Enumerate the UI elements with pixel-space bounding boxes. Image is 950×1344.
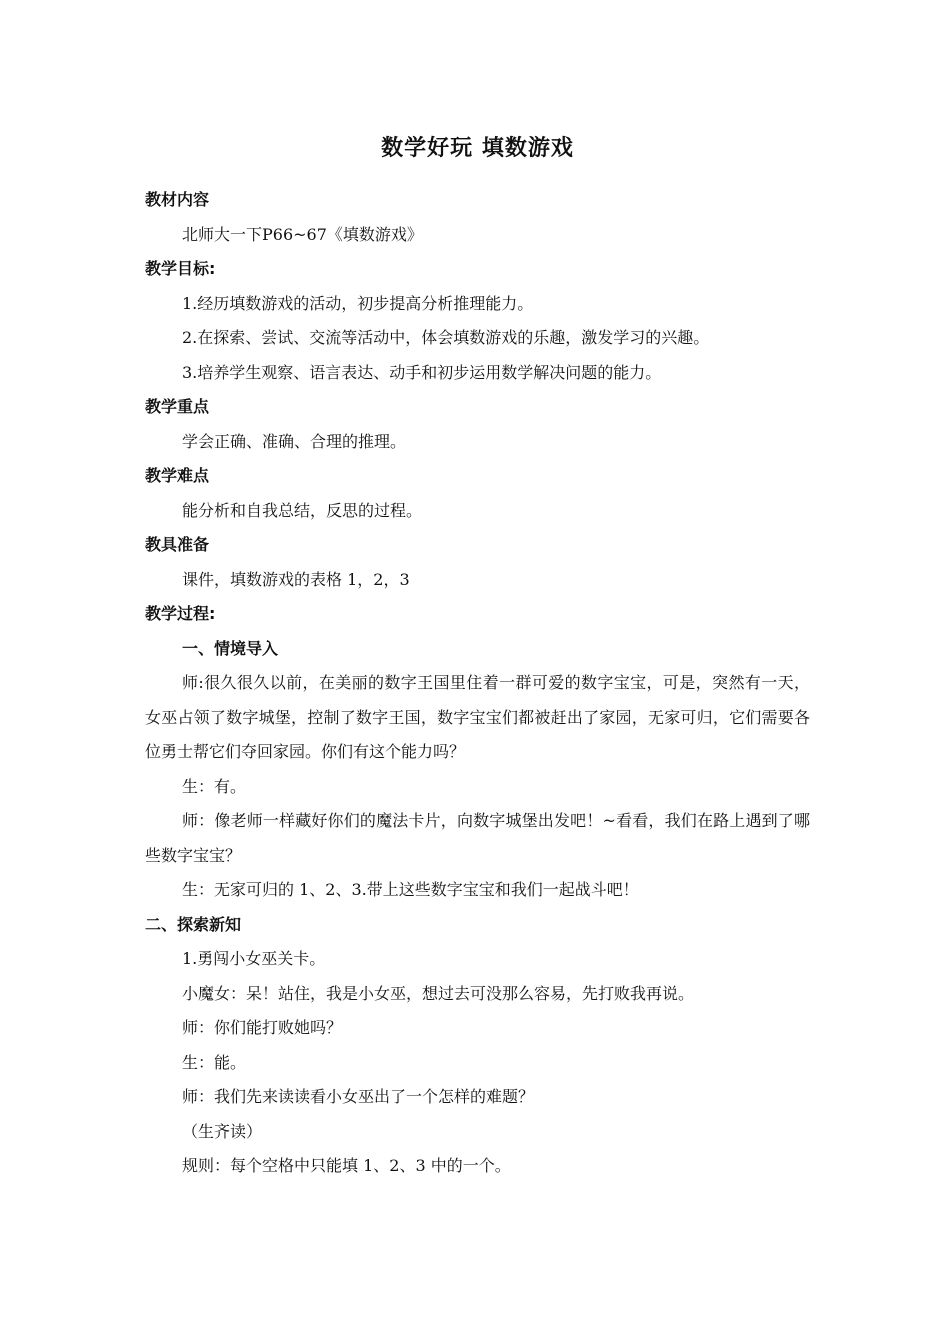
- paragraph-part1-1: 师:很久很久以前，在美丽的数字王国里住着一群可爱的数字宝宝，可是，突然有一天，女巫占领了数字城堡，控制了数字王国，数字宝宝们都被赶出了家园，无家可归，它们需要各位勇士帮它们夺回家园。你们有这个能力吗？: [145, 673, 810, 761]
- paragraph-difficulty: 能分析和自我总结，反思的过程。: [182, 500, 423, 520]
- heading-content: 教材内容: [145, 190, 210, 209]
- paragraph-part2-6: （生齐读）: [182, 1121, 263, 1141]
- heading-teaching-process: 教学过程:: [145, 604, 216, 623]
- paragraph-part2-3: 师：你们能打败她吗？: [182, 1018, 343, 1037]
- paragraph-part2-7: 规则：每个空格中只能填 1、2、3 中的一个。: [182, 1156, 511, 1175]
- heading-goals: 教学目标:: [145, 259, 216, 278]
- paragraph-part1-2: 生：有。: [182, 776, 247, 796]
- heading-key-points: 教学重点: [145, 397, 210, 416]
- paragraph-part2-5: 师：我们先来读读看小女巫出了一个怎样的难题？: [182, 1087, 535, 1106]
- paragraph-part1-3: 师：像老师一样藏好你们的魔法卡片，向数字城堡出发吧！~看看，我们在路上遇到了哪些数字宝宝？: [145, 811, 810, 865]
- heading-part-2: 二、探索新知: [145, 914, 242, 934]
- heading-difficulty: 教学难点: [145, 466, 210, 485]
- paragraph-content: 北师大一下P66~67《填数游戏》: [182, 224, 423, 244]
- heading-part-1: 一、情境导入: [182, 638, 279, 658]
- paragraph-goal-1: 1.经历填数游戏的活动，初步提高分析推理能力。: [182, 293, 534, 313]
- document-title: 数学好玩 填数游戏: [381, 136, 574, 161]
- paragraph-goal-3: 3.培养学生观察、语言表达、动手和初步运用数学解决问题的能力。: [182, 362, 662, 382]
- document-body: [145, 183, 810, 1184]
- paragraph-part2-2: 小魔女：呆！站住，我是小女巫，想过去可没那么容易，先打败我再说。: [182, 983, 695, 1003]
- heading-teaching-tools: 教具准备: [145, 535, 210, 554]
- paragraph-part1-4: 生：无家可归的 1、2、3.带上这些数字宝宝和我们一起战斗吧！: [182, 880, 639, 899]
- paragraph-teaching-tools: 课件，填数游戏的表格 1，2，3: [182, 569, 410, 589]
- paragraph-part2-1: 1.勇闯小女巫关卡。: [182, 949, 326, 968]
- paragraph-goal-2: 2.在探索、尝试、交流等活动中，体会填数游戏的乐趣，激发学习的兴趣。: [182, 328, 710, 347]
- paragraph-part2-4: 生：能。: [182, 1052, 247, 1072]
- paragraph-key-points: 学会正确、准确、合理的推理。: [182, 431, 407, 451]
